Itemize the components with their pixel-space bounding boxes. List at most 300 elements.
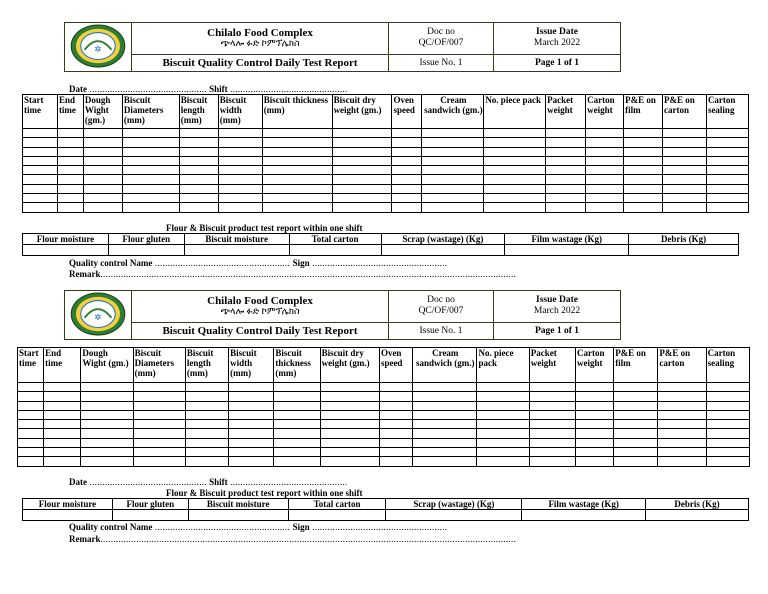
entry-cell[interactable] [274, 429, 320, 438]
entry-cell[interactable] [413, 420, 477, 429]
entry-cell[interactable] [379, 438, 412, 447]
entry-cell[interactable] [185, 401, 228, 410]
entry-cell[interactable] [44, 401, 81, 410]
entry-cell[interactable] [575, 429, 613, 438]
entry-cell[interactable] [332, 138, 392, 147]
entry-cell[interactable] [614, 420, 658, 429]
entry-cell[interactable] [413, 392, 477, 401]
entry-cell[interactable] [706, 448, 749, 457]
entry-cell[interactable] [663, 184, 707, 193]
entry-cell[interactable] [18, 392, 44, 401]
entry-cell[interactable] [624, 194, 663, 203]
entry-cell[interactable] [179, 203, 218, 212]
entry-cell[interactable] [122, 175, 179, 184]
entry-cell[interactable] [529, 392, 575, 401]
entry-cell[interactable] [122, 129, 179, 138]
entry-cell[interactable] [44, 383, 81, 392]
entry-cell[interactable] [624, 129, 663, 138]
entry-cell[interactable] [83, 175, 122, 184]
entry-cell[interactable] [122, 203, 179, 212]
entry-cell[interactable] [706, 138, 748, 147]
entry-cell[interactable] [379, 429, 412, 438]
entry-cell[interactable] [179, 166, 218, 175]
entry-cell[interactable] [484, 194, 546, 203]
entry-cell[interactable] [83, 147, 122, 156]
entry-cell[interactable] [185, 410, 228, 419]
entry-cell[interactable] [586, 138, 624, 147]
entry-cell[interactable] [413, 429, 477, 438]
entry-cell[interactable] [484, 203, 546, 212]
entry-cell[interactable] [57, 184, 83, 193]
entry-cell[interactable] [624, 147, 663, 156]
entry-cell[interactable] [392, 129, 422, 138]
entry-cell[interactable] [81, 401, 133, 410]
entry-cell[interactable] [706, 147, 748, 156]
entry-cell[interactable] [546, 194, 586, 203]
entry-cell[interactable] [218, 166, 262, 175]
entry-cell[interactable] [477, 392, 529, 401]
entry-cell[interactable] [229, 401, 274, 410]
entry-cell[interactable] [18, 410, 44, 419]
entry-cell[interactable] [477, 457, 529, 466]
entry-cell[interactable] [274, 457, 320, 466]
entry-cell[interactable] [229, 448, 274, 457]
summary-entry-cell[interactable] [184, 245, 289, 256]
entry-cell[interactable] [18, 448, 44, 457]
entry-cell[interactable] [477, 448, 529, 457]
entry-cell[interactable] [477, 383, 529, 392]
entry-cell[interactable] [320, 410, 379, 419]
entry-cell[interactable] [185, 448, 228, 457]
entry-cell[interactable] [586, 147, 624, 156]
entry-cell[interactable] [23, 184, 58, 193]
summary-entry-cell[interactable] [289, 245, 381, 256]
entry-cell[interactable] [529, 410, 575, 419]
entry-cell[interactable] [392, 166, 422, 175]
form2-table-body[interactable] [18, 383, 750, 467]
entry-cell[interactable] [413, 448, 477, 457]
entry-cell[interactable] [477, 438, 529, 447]
entry-cell[interactable] [413, 457, 477, 466]
entry-cell[interactable] [529, 448, 575, 457]
entry-cell[interactable] [262, 194, 332, 203]
entry-cell[interactable] [706, 438, 749, 447]
entry-cell[interactable] [262, 184, 332, 193]
entry-cell[interactable] [663, 138, 707, 147]
entry-cell[interactable] [614, 429, 658, 438]
entry-cell[interactable] [83, 166, 122, 175]
entry-cell[interactable] [413, 410, 477, 419]
entry-cell[interactable] [586, 166, 624, 175]
entry-cell[interactable] [546, 184, 586, 193]
entry-cell[interactable] [57, 175, 83, 184]
entry-cell[interactable] [18, 420, 44, 429]
entry-cell[interactable] [23, 156, 58, 165]
entry-cell[interactable] [332, 147, 392, 156]
entry-cell[interactable] [332, 175, 392, 184]
entry-cell[interactable] [18, 401, 44, 410]
entry-cell[interactable] [477, 410, 529, 419]
entry-cell[interactable] [274, 420, 320, 429]
entry-cell[interactable] [44, 438, 81, 447]
entry-cell[interactable] [83, 156, 122, 165]
entry-cell[interactable] [586, 129, 624, 138]
summary-entry-cell[interactable] [23, 245, 109, 256]
entry-cell[interactable] [185, 457, 228, 466]
entry-cell[interactable] [218, 203, 262, 212]
entry-cell[interactable] [179, 184, 218, 193]
entry-cell[interactable] [18, 457, 44, 466]
entry-cell[interactable] [663, 147, 707, 156]
entry-cell[interactable] [81, 392, 133, 401]
entry-cell[interactable] [422, 138, 484, 147]
entry-cell[interactable] [122, 147, 179, 156]
entry-cell[interactable] [320, 438, 379, 447]
entry-cell[interactable] [484, 166, 546, 175]
entry-cell[interactable] [586, 175, 624, 184]
entry-cell[interactable] [320, 457, 379, 466]
entry-cell[interactable] [44, 448, 81, 457]
summary-entry-cell[interactable] [522, 510, 646, 521]
entry-cell[interactable] [185, 420, 228, 429]
entry-cell[interactable] [274, 410, 320, 419]
entry-cell[interactable] [122, 138, 179, 147]
entry-cell[interactable] [179, 138, 218, 147]
entry-cell[interactable] [658, 420, 706, 429]
entry-cell[interactable] [529, 457, 575, 466]
entry-cell[interactable] [624, 166, 663, 175]
entry-cell[interactable] [575, 401, 613, 410]
entry-cell[interactable] [229, 383, 274, 392]
entry-cell[interactable] [133, 438, 185, 447]
entry-cell[interactable] [586, 203, 624, 212]
entry-cell[interactable] [23, 175, 58, 184]
entry-cell[interactable] [320, 401, 379, 410]
entry-cell[interactable] [185, 392, 228, 401]
entry-cell[interactable] [262, 147, 332, 156]
entry-cell[interactable] [706, 401, 749, 410]
entry-cell[interactable] [262, 166, 332, 175]
entry-cell[interactable] [422, 194, 484, 203]
entry-cell[interactable] [379, 457, 412, 466]
entry-cell[interactable] [575, 438, 613, 447]
entry-cell[interactable] [529, 401, 575, 410]
entry-cell[interactable] [185, 383, 228, 392]
entry-cell[interactable] [229, 438, 274, 447]
entry-cell[interactable] [529, 420, 575, 429]
entry-cell[interactable] [320, 448, 379, 457]
entry-cell[interactable] [44, 429, 81, 438]
entry-cell[interactable] [83, 129, 122, 138]
entry-cell[interactable] [575, 448, 613, 457]
entry-cell[interactable] [122, 184, 179, 193]
entry-cell[interactable] [23, 147, 58, 156]
entry-cell[interactable] [332, 166, 392, 175]
entry-cell[interactable] [663, 203, 707, 212]
entry-cell[interactable] [658, 438, 706, 447]
entry-cell[interactable] [57, 129, 83, 138]
entry-cell[interactable] [614, 383, 658, 392]
entry-cell[interactable] [614, 438, 658, 447]
entry-cell[interactable] [624, 138, 663, 147]
entry-cell[interactable] [379, 383, 412, 392]
entry-cell[interactable] [122, 166, 179, 175]
entry-cell[interactable] [133, 420, 185, 429]
entry-cell[interactable] [379, 410, 412, 419]
entry-cell[interactable] [133, 457, 185, 466]
entry-cell[interactable] [262, 175, 332, 184]
entry-cell[interactable] [392, 147, 422, 156]
entry-cell[interactable] [274, 383, 320, 392]
summary-entry-cell[interactable] [386, 510, 522, 521]
entry-cell[interactable] [332, 194, 392, 203]
summary-entry-cell[interactable] [646, 510, 749, 521]
entry-cell[interactable] [575, 410, 613, 419]
entry-cell[interactable] [133, 410, 185, 419]
summary-entry-cell[interactable] [629, 245, 739, 256]
entry-cell[interactable] [658, 410, 706, 419]
entry-cell[interactable] [706, 203, 748, 212]
entry-cell[interactable] [133, 448, 185, 457]
entry-cell[interactable] [179, 156, 218, 165]
entry-cell[interactable] [57, 147, 83, 156]
entry-cell[interactable] [81, 383, 133, 392]
entry-cell[interactable] [18, 438, 44, 447]
summary-entry-cell[interactable] [381, 245, 505, 256]
entry-cell[interactable] [706, 194, 748, 203]
entry-cell[interactable] [179, 194, 218, 203]
entry-cell[interactable] [484, 138, 546, 147]
entry-cell[interactable] [413, 438, 477, 447]
entry-cell[interactable] [379, 401, 412, 410]
entry-cell[interactable] [586, 194, 624, 203]
entry-cell[interactable] [624, 184, 663, 193]
entry-cell[interactable] [586, 184, 624, 193]
entry-cell[interactable] [81, 448, 133, 457]
entry-cell[interactable] [546, 175, 586, 184]
entry-cell[interactable] [81, 429, 133, 438]
entry-cell[interactable] [658, 392, 706, 401]
entry-cell[interactable] [133, 401, 185, 410]
entry-cell[interactable] [179, 129, 218, 138]
entry-cell[interactable] [218, 194, 262, 203]
entry-cell[interactable] [658, 429, 706, 438]
entry-cell[interactable] [218, 184, 262, 193]
entry-cell[interactable] [477, 429, 529, 438]
entry-cell[interactable] [484, 184, 546, 193]
entry-cell[interactable] [392, 203, 422, 212]
entry-cell[interactable] [663, 129, 707, 138]
entry-cell[interactable] [422, 166, 484, 175]
entry-cell[interactable] [546, 203, 586, 212]
entry-cell[interactable] [320, 429, 379, 438]
entry-cell[interactable] [575, 392, 613, 401]
entry-cell[interactable] [133, 429, 185, 438]
entry-cell[interactable] [81, 457, 133, 466]
entry-cell[interactable] [658, 448, 706, 457]
entry-cell[interactable] [422, 184, 484, 193]
entry-cell[interactable] [218, 156, 262, 165]
summary-entry-cell[interactable] [23, 510, 113, 521]
entry-cell[interactable] [44, 420, 81, 429]
entry-cell[interactable] [624, 203, 663, 212]
entry-cell[interactable] [706, 420, 749, 429]
entry-cell[interactable] [274, 448, 320, 457]
entry-cell[interactable] [484, 156, 546, 165]
entry-cell[interactable] [23, 129, 58, 138]
entry-cell[interactable] [332, 203, 392, 212]
entry-cell[interactable] [122, 194, 179, 203]
entry-cell[interactable] [218, 129, 262, 138]
entry-cell[interactable] [81, 420, 133, 429]
entry-cell[interactable] [81, 410, 133, 419]
entry-cell[interactable] [706, 392, 749, 401]
entry-cell[interactable] [218, 175, 262, 184]
entry-cell[interactable] [614, 401, 658, 410]
entry-cell[interactable] [379, 420, 412, 429]
entry-cell[interactable] [422, 147, 484, 156]
entry-cell[interactable] [133, 392, 185, 401]
entry-cell[interactable] [18, 383, 44, 392]
entry-cell[interactable] [320, 392, 379, 401]
entry-cell[interactable] [484, 129, 546, 138]
entry-cell[interactable] [274, 401, 320, 410]
entry-cell[interactable] [274, 438, 320, 447]
entry-cell[interactable] [484, 147, 546, 156]
entry-cell[interactable] [658, 457, 706, 466]
entry-cell[interactable] [706, 410, 749, 419]
entry-cell[interactable] [83, 138, 122, 147]
entry-cell[interactable] [413, 383, 477, 392]
entry-cell[interactable] [484, 175, 546, 184]
entry-cell[interactable] [57, 156, 83, 165]
entry-cell[interactable] [392, 184, 422, 193]
summary-entry-cell[interactable] [505, 245, 629, 256]
entry-cell[interactable] [218, 147, 262, 156]
entry-cell[interactable] [663, 175, 707, 184]
entry-cell[interactable] [229, 457, 274, 466]
entry-cell[interactable] [44, 457, 81, 466]
entry-cell[interactable] [262, 138, 332, 147]
entry-cell[interactable] [83, 194, 122, 203]
entry-cell[interactable] [229, 410, 274, 419]
entry-cell[interactable] [57, 166, 83, 175]
entry-cell[interactable] [546, 147, 586, 156]
entry-cell[interactable] [477, 401, 529, 410]
entry-cell[interactable] [122, 156, 179, 165]
entry-cell[interactable] [229, 420, 274, 429]
entry-cell[interactable] [529, 438, 575, 447]
entry-cell[interactable] [413, 401, 477, 410]
entry-cell[interactable] [332, 184, 392, 193]
entry-cell[interactable] [185, 429, 228, 438]
entry-cell[interactable] [575, 457, 613, 466]
entry-cell[interactable] [23, 203, 58, 212]
entry-cell[interactable] [706, 175, 748, 184]
entry-cell[interactable] [229, 392, 274, 401]
entry-cell[interactable] [320, 383, 379, 392]
entry-cell[interactable] [23, 138, 58, 147]
entry-cell[interactable] [392, 175, 422, 184]
entry-cell[interactable] [44, 392, 81, 401]
entry-cell[interactable] [274, 392, 320, 401]
entry-cell[interactable] [332, 156, 392, 165]
entry-cell[interactable] [575, 383, 613, 392]
entry-cell[interactable] [663, 156, 707, 165]
entry-cell[interactable] [83, 203, 122, 212]
entry-cell[interactable] [477, 420, 529, 429]
entry-cell[interactable] [663, 194, 707, 203]
entry-cell[interactable] [229, 429, 274, 438]
entry-cell[interactable] [218, 138, 262, 147]
entry-cell[interactable] [546, 166, 586, 175]
entry-cell[interactable] [179, 175, 218, 184]
entry-cell[interactable] [23, 194, 58, 203]
entry-cell[interactable] [546, 129, 586, 138]
entry-cell[interactable] [57, 138, 83, 147]
entry-cell[interactable] [57, 194, 83, 203]
summary-entry-cell[interactable] [188, 510, 288, 521]
entry-cell[interactable] [706, 166, 748, 175]
summary-entry-cell[interactable] [288, 510, 386, 521]
entry-cell[interactable] [706, 129, 748, 138]
entry-cell[interactable] [529, 383, 575, 392]
entry-cell[interactable] [614, 392, 658, 401]
entry-cell[interactable] [706, 457, 749, 466]
entry-cell[interactable] [614, 457, 658, 466]
entry-cell[interactable] [262, 156, 332, 165]
entry-cell[interactable] [706, 156, 748, 165]
entry-cell[interactable] [392, 194, 422, 203]
entry-cell[interactable] [614, 448, 658, 457]
entry-cell[interactable] [320, 420, 379, 429]
entry-cell[interactable] [658, 383, 706, 392]
entry-cell[interactable] [81, 438, 133, 447]
entry-cell[interactable] [185, 438, 228, 447]
entry-cell[interactable] [422, 175, 484, 184]
entry-cell[interactable] [575, 420, 613, 429]
entry-cell[interactable] [57, 203, 83, 212]
entry-cell[interactable] [614, 410, 658, 419]
entry-cell[interactable] [586, 156, 624, 165]
form1-table-body[interactable] [23, 129, 749, 213]
entry-cell[interactable] [422, 129, 484, 138]
summary-entry-cell[interactable] [108, 245, 184, 256]
entry-cell[interactable] [706, 383, 749, 392]
entry-cell[interactable] [663, 166, 707, 175]
entry-cell[interactable] [18, 429, 44, 438]
entry-cell[interactable] [546, 138, 586, 147]
entry-cell[interactable] [133, 383, 185, 392]
entry-cell[interactable] [23, 166, 58, 175]
entry-cell[interactable] [624, 156, 663, 165]
entry-cell[interactable] [379, 392, 412, 401]
summary-entry-cell[interactable] [112, 510, 188, 521]
entry-cell[interactable] [332, 129, 392, 138]
entry-cell[interactable] [658, 401, 706, 410]
entry-cell[interactable] [392, 138, 422, 147]
entry-cell[interactable] [529, 429, 575, 438]
entry-cell[interactable] [624, 175, 663, 184]
entry-cell[interactable] [83, 184, 122, 193]
entry-cell[interactable] [262, 203, 332, 212]
entry-cell[interactable] [706, 429, 749, 438]
entry-cell[interactable] [706, 184, 748, 193]
entry-cell[interactable] [179, 147, 218, 156]
entry-cell[interactable] [392, 156, 422, 165]
entry-cell[interactable] [379, 448, 412, 457]
entry-cell[interactable] [546, 156, 586, 165]
